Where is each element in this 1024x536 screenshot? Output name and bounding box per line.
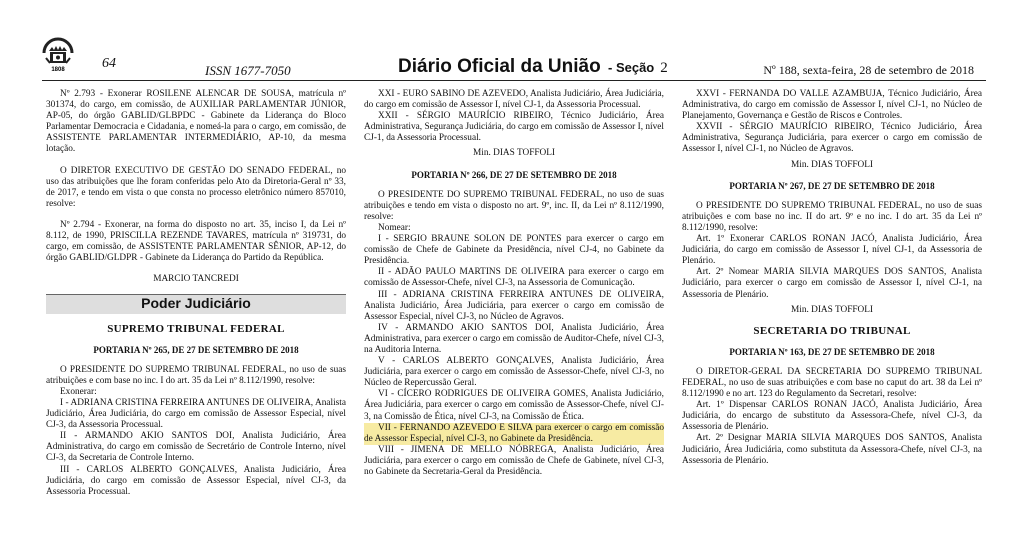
- portaria-heading: PORTARIA Nº 163, DE 27 DE SETEMBRO DE 2018: [729, 346, 935, 357]
- section-banner: Poder Judiciário: [46, 294, 346, 313]
- paragraph: III - CARLOS ALBERTO GONÇALVES, Analista Judiciário, Área Judiciária, do cargo em comissão de Assessor Especial, nível CJ-3, da Assessoria Processual.: [46, 464, 346, 497]
- paragraph: XXI - EURO SABINO DE AZEVEDO, Analista Judiciário, Área Judiciária, do cargo em comissão de Assessor I, nível CJ-1, da Assessoria Processual.: [364, 89, 664, 111]
- paragraph: II - ADÃO PAULO MARTINS DE OLIVEIRA para exercer o cargo em comissão de Assessor-Chefe, nível CJ-3, na Assessoria de Comunicação.: [364, 267, 664, 289]
- paragraph: Art. 2º Nomear MARIA SILVIA MARQUES DOS SANTOS, Analista Judiciário, para exercer o cargo em comissão de Assessor I, nível CJ-1, na Assessoria de Plenário.: [682, 267, 982, 300]
- paragraph: O PRESIDENTE DO SUPREMO TRIBUNAL FEDERAL, no uso de suas atribuições e com base no inc. I do art. 35 da Lei nº 8.112/1990, resolve:: [46, 364, 346, 386]
- organ-heading: SECRETARIA DO TRIBUNAL: [753, 324, 911, 337]
- highlighted-paragraph: VII - FERNANDO AZEVEDO E SILVA para exercer o cargo em comissão de Assessor Especial, nível CJ-3, no Gabinete da Presidência.: [364, 422, 664, 444]
- paragraph: O DIRETOR-GERAL DA SECRETARIA DO SUPREMO TRIBUNAL FEDERAL, no uso de suas atribuições e com base no caput do art. 38 da Lei nº 8.112/1990 e no art. 123 do Regulamento da Secretari, resolve:: [682, 366, 982, 400]
- signature: MARCIO TANCREDI: [153, 274, 239, 285]
- column-2: [364, 89, 664, 478]
- paragraph: O PRESIDENTE DO SUPREMO TRIBUNAL FEDERAL, no uso de suas atribuições e com base no inc. II do art. 9º e no inc. I do art. 35 da Lei nº 8.112/1990, resolve:: [682, 200, 982, 233]
- paragraph: O DIRETOR EXECUTIVO DE GESTÃO DO SENADO FEDERAL, no uso das atribuições que lhe foram conferidas pelo Ato da Diretoria-Geral nº 33, de 2017, e tendo em vista o que consta no processo eletrônico número 857010, resolve:: [46, 165, 346, 209]
- column-3: [682, 89, 982, 467]
- newspaper-name: Diário Oficial da União: [398, 56, 601, 77]
- signature: Min. DIAS TOFFOLI: [790, 304, 874, 315]
- paragraph: I - ADRIANA CRISTINA FERREIRA ANTUNES DE OLIVEIRA, Analista Judiciário, Área Judiciária, do cargo em comissão de Assessor Especial, nível CJ-3, da Assessoria Processual.: [46, 397, 346, 431]
- paragraph: II - ARMANDO AKIO SANTOS DOI, Analista Judiciário, Área Administrativa, do cargo em comissão de Secretário de Controle Interno, nível CJ-3, da Secretaria de Controle Interno.: [46, 431, 346, 464]
- paragraph: VIII - JIMENA DE MELLO NÓBREGA, Analista Judiciário, Área Judiciária, para exercer o cargo em comissão de Chefe de Gabinete, nível CJ-3, no Gabinete da Secretaria-Geral da Presidência.: [364, 444, 664, 477]
- portaria-heading: PORTARIA Nº 265, DE 27 DE SETEMBRO DE 2018: [93, 344, 299, 355]
- signature: Min. DIAS TOFFOLI: [472, 148, 556, 159]
- paragraph: Nomear:: [378, 222, 411, 233]
- signature: Min. DIAS TOFFOLI: [790, 159, 874, 170]
- paragraph: III - ADRIANA CRISTINA FERREIRA ANTUNES DE OLIVEIRA, Analista Judiciário, Área Judiciária, para exercer o cargo em comissão de Assessor Especial, nível CJ-3, no Núcleo de Agravos.: [364, 289, 664, 322]
- page-header: [0, 0, 1024, 86]
- paragraph: Art. 1º Exonerar CARLOS RONAN JACÓ, Analista Judiciário, Área Judiciária, do cargo em comissão de Assessor I, nível CJ-1, da Assessoria de Plenário.: [682, 234, 982, 267]
- portaria-heading: PORTARIA Nº 266, DE 27 DE SETEMBRO DE 2018: [411, 169, 617, 180]
- paragraph: XXII - SÉRGIO MAURÍCIO RIBEIRO, Técnico Judiciário, Área Administrativa, Segurança Judiciária, do cargo em comissão de Assessor I, nível CJ-1, da Assessoria Processual.: [364, 111, 664, 144]
- paragraph: O PRESIDENTE DO SUPREMO TRIBUNAL FEDERAL, no uso de suas atribuições e tendo em vista o disposto no art. 9º, inc. II, da Lei nº 8.112/1990, resolve:: [364, 189, 664, 222]
- paragraph: XXVI - FERNANDA DO VALLE AZAMBUJA, Técnico Judiciário, Área Administrativa, do cargo em comissão de Assessor I, nível CJ-1, no Núcleo de Planejamento, Governança e Gestão de Riscos e Controles.: [682, 89, 982, 122]
- paragraph: V - CARLOS ALBERTO GONÇALVES, Analista Judiciário, Área Judiciária, para exercer o cargo em comissão de Assessor-Chefe, nível CJ-3, no Núcleo de Repercussão Geral.: [364, 356, 664, 389]
- paragraph: VI - CÍCERO RODRIGUES DE OLIVEIRA GOMES, Analista Judiciário, Área Judiciária, para exercer o cargo em comissão de Assessor-Chefe, nível CJ-3, na Comissão de Ética, nível CJ-3, na Comissão de Ética.: [364, 389, 664, 422]
- paragraph: Exonerar:: [60, 386, 97, 397]
- section-label: - Seção: [608, 60, 655, 75]
- edition-info: Nº 188, sexta-feira, 28 de setembro de 2018: [763, 63, 974, 77]
- imprensa-nacional-seal-icon: [40, 35, 76, 73]
- column-1: [46, 89, 346, 498]
- paragraph: XXVII - SÉRGIO MAURÍCIO RIBEIRO, Técnico Judiciário, Área Administrativa, Segurança Judiciária, para exercer o cargo em comissão de Assessor I, nível CJ-1, no Núcleo de Agravos.: [682, 122, 982, 155]
- svg-text:1808: 1808: [51, 67, 65, 73]
- issn: ISSN 1677-7050: [205, 63, 291, 78]
- section-number: 2: [660, 60, 668, 76]
- paragraph: Art. 1º Dispensar CARLOS RONAN JACÓ, Analista Judiciário, Área Judiciária, do encargo de substituto da Assessora-Chefe, nível CJ-3, da Assessoria de Plenário.: [682, 400, 982, 433]
- paragraph: I - SERGIO BRAUNE SOLON DE PONTES para exercer o cargo em comissão de Chefe de Gabinete da Presidência, nível CJ-4, no Gabinete da Presidência.: [364, 234, 664, 267]
- paragraph: IV - ARMANDO AKIO SANTOS DOI, Analista Judiciário, Área Administrativa, para exercer o cargo em comissão de Auditor-Chefe, nível CJ-3, na Auditoria Interna.: [364, 322, 664, 355]
- paragraph: Art. 2º Designar MARIA SILVIA MARQUES DOS SANTOS, Analista Judiciário, Área Judiciária, como substituta da Assessora-Chefe, nível CJ-3, na Assessoria de Plenário.: [682, 433, 982, 466]
- organ-heading: SUPREMO TRIBUNAL FEDERAL: [107, 322, 285, 335]
- paragraph: Nº 2.794 - Exonerar, na forma do disposto no art. 35, inciso I, da Lei nº 8.112, de 1990, PRISCILLA REZENDE TAVARES, matrícula nº 319731, do cargo, em comissão, de ASSISTENTE PARLAMENTAR SÊNIOR, AP-12, do órgão GABLID/GLDPR - Gabinete da Liderança do Partido da República.: [46, 219, 346, 264]
- portaria-heading: PORTARIA Nº 267, DE 27 DE SETEMBRO DE 2018: [729, 180, 935, 191]
- paragraph: Nº 2.793 - Exonerar ROSILENE ALENCAR DE SOUSA, matrícula nº 301374, do cargo, em comissão, de AUXILIAR PARLAMENTAR JÚNIOR, AP-05, do órgão GABLID/GLBPDC - Gabinete da Liderança do Bloco Parlamentar Democracia e Cidadania, e nomeá-la para o cargo, em comissão, de ASSISTENTE PARLAMENTAR INTERMEDIÁRIO, AP-10, da mesma lotação.: [46, 89, 346, 155]
- page-number: 64: [102, 56, 116, 71]
- header-rule: [42, 80, 986, 81]
- newspaper-title: [398, 56, 668, 78]
